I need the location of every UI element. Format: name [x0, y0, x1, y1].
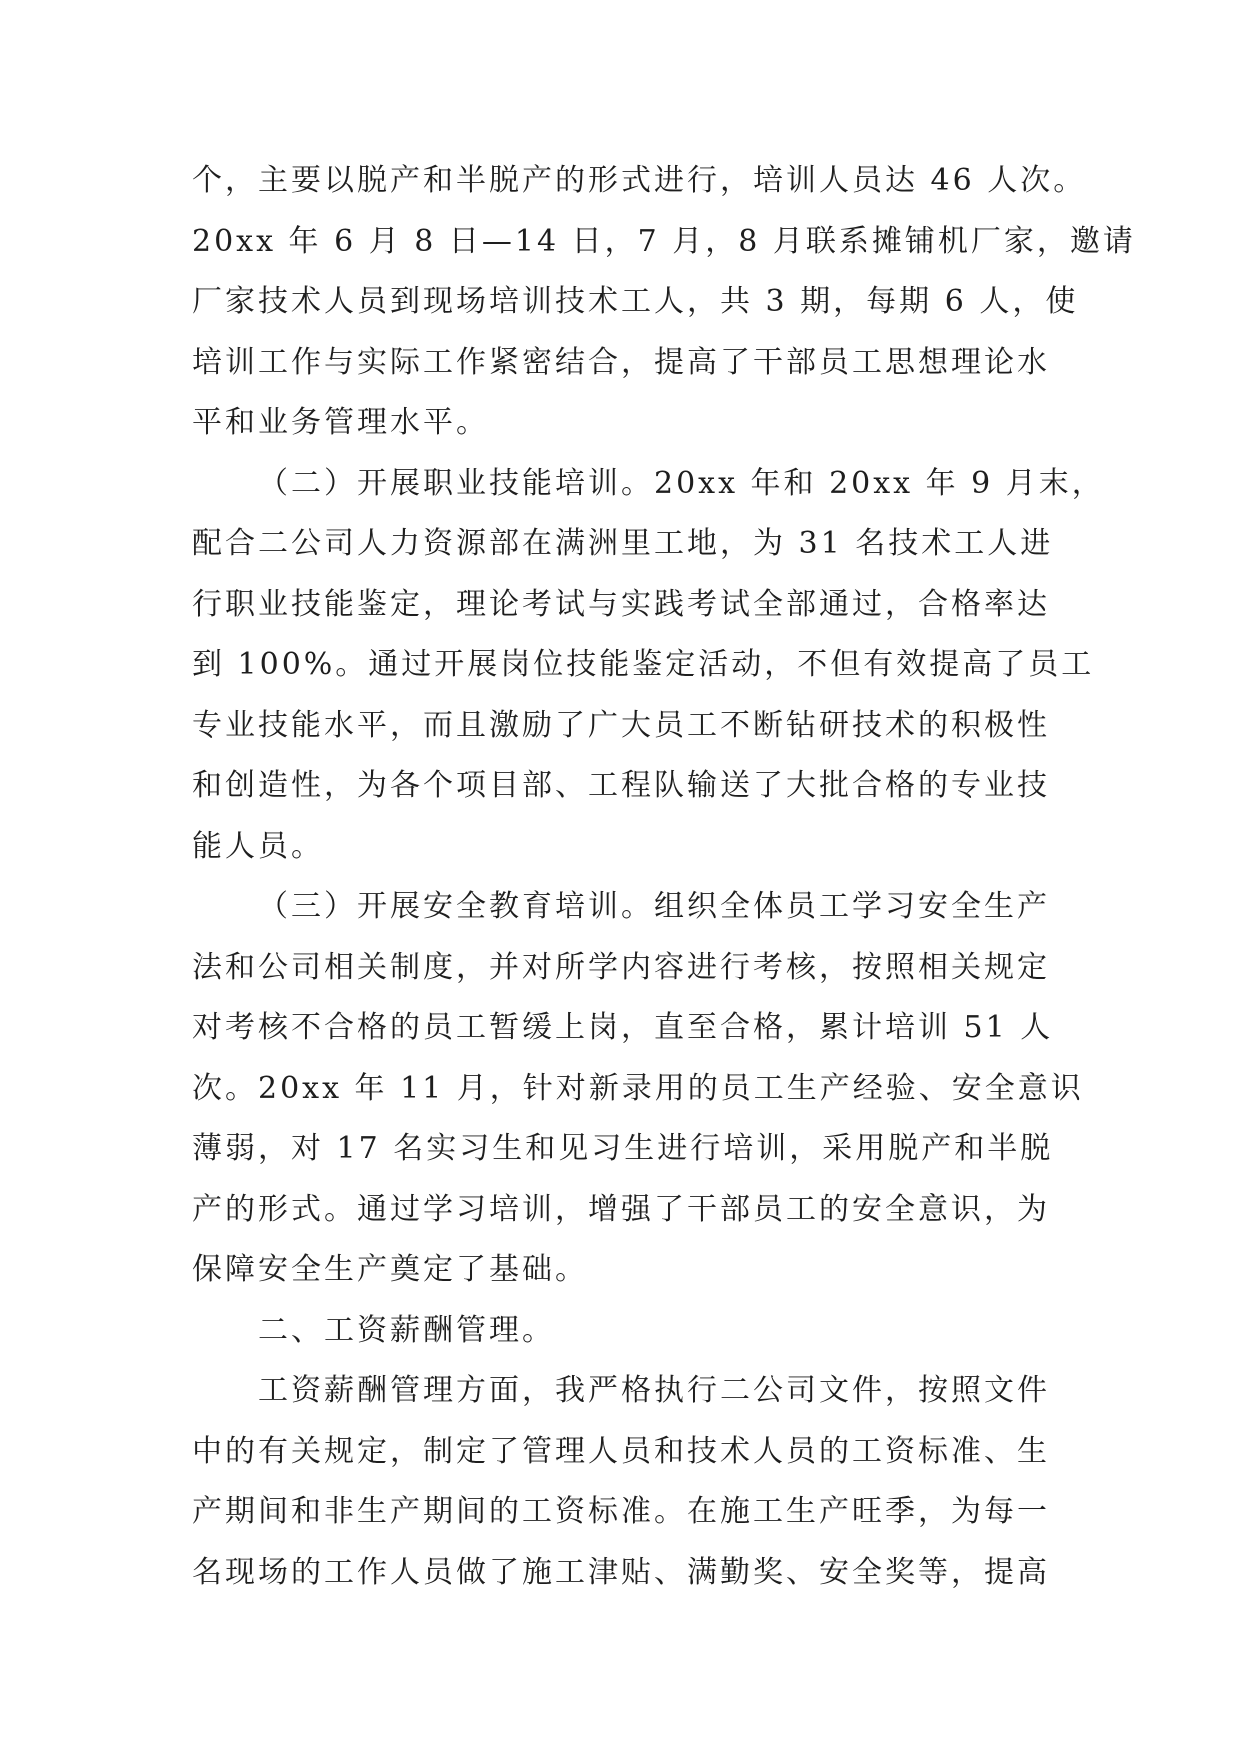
text-line: 20xx 年 6 月 8 日—14 日，7 月，8 月联系摊铺机厂家，邀请 — [192, 223, 1136, 259]
text-line: 二、工资薪酬管理。 — [258, 1312, 555, 1348]
text-line: 配合二公司人力资源部在满洲里工地，为 31 名技术工人进 — [192, 526, 1054, 561]
text-line: 专业技能水平，而且激励了广大员工不断钻研技术的积极性 — [192, 707, 1050, 743]
text-line: 保障安全生产奠定了基础。 — [192, 1252, 588, 1287]
text-line: 工资薪酬管理方面，我严格执行二公司文件，按照文件 — [258, 1373, 1050, 1408]
body-text — [192, 151, 1136, 1603]
text-line: 培训工作与实际工作紧密结合，提高了干部员工思想理论水 — [192, 344, 1050, 380]
text-line: 法和公司相关制度，并对所学内容进行考核，按照相关规定 — [192, 949, 1050, 985]
text-line: 产的形式。通过学习培训，增强了干部员工的安全意识，为 — [192, 1191, 1050, 1227]
text-line: 能人员。 — [192, 828, 324, 864]
text-line: 厂家技术人员到现场培训技术工人，共 3 期，每期 6 人，使 — [192, 284, 1079, 319]
text-line: 薄弱，对 17 名实习生和见习生进行培训，采用脱产和半脱 — [192, 1131, 1054, 1166]
text-line: 个，主要以脱产和半脱产的形式进行，培训人员达 46 人次。 — [192, 163, 1087, 198]
text-line: 平和业务管理水平。 — [192, 405, 489, 440]
text-line: 产期间和非生产期间的工资标准。在施工生产旺季，为每一 — [192, 1494, 1050, 1529]
text-line: 次。20xx 年 11 月，针对新录用的员工生产经验、安全意识 — [192, 1070, 1084, 1106]
text-line: 中的有关规定，制定了管理人员和技术人员的工资标准、生 — [192, 1433, 1050, 1469]
text-line: 对考核不合格的员工暂缓上岗，直至合格，累计培训 51 人 — [192, 1010, 1054, 1045]
text-line: 行职业技能鉴定，理论考试与实践考试全部通过，合格率达 — [192, 586, 1050, 622]
text-line: 和创造性，为各个项目部、工程队输送了大批合格的专业技 — [192, 768, 1050, 803]
text-line: 名现场的工作人员做了施工津贴、满勤奖、安全奖等，提高 — [192, 1554, 1050, 1590]
text-line: 到 100%。通过开展岗位技能鉴定活动，不但有效提高了员工 — [192, 647, 1095, 682]
text-line: （二）开展职业技能培训。20xx 年和 20xx 年 9 月末， — [258, 465, 1105, 501]
text-line: （三）开展安全教育培训。组织全体员工学习安全生产 — [258, 889, 1050, 924]
